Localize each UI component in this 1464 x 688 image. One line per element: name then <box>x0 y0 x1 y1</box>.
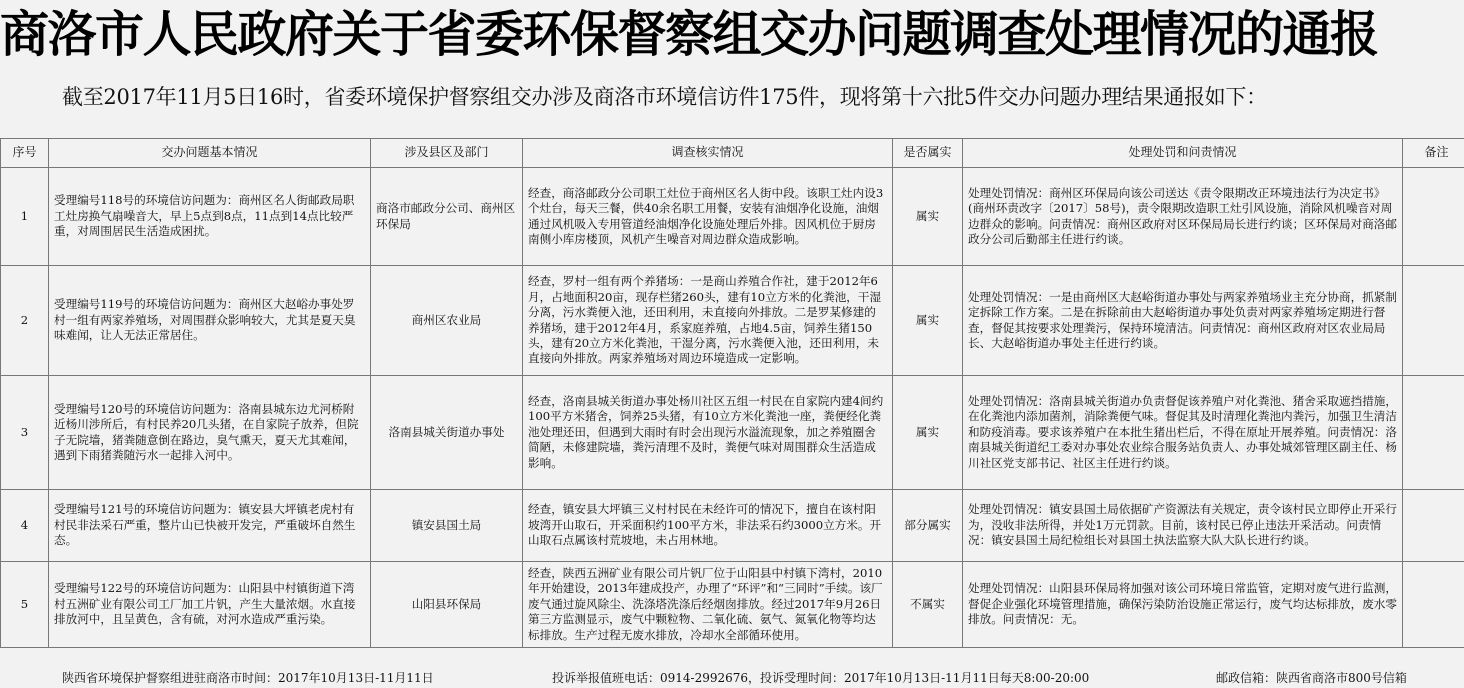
cell-investigation: 经查，商洛邮政分公司职工灶位于商州区名人街中段。该职工灶内设3个灶台，每天三餐，供40余名职工用餐，安装有油烟净化设施，油烟通过风机吸入专用管道经油烟净化设施处理后外排。因风机位于厨房南侧小库房楼顶，风机产生噪音对周边群众造成影响。 <box>523 168 893 266</box>
cell-issue: 受理编号120号的环境信访问题为：洛南县城东边尤河桥附近杨川涉所后，有村民养20几头猪，在自家院子放养，但院子无院墙，猪粪随意倒在路边，臭气熏天，夏天尤其难闻，遇到下雨猪粪随污水一起排入河中。 <box>49 376 371 490</box>
cell-handling: 处理处罚情况：一是由商州区大赵峪街道办事处与两家养殖场业主充分协商，抓紧制定拆除工作方案。二是在拆除前由大赵峪街道办事处负责对两家养殖场定期进行督查，督促其按要求处理粪污，保持环境清洁。问责情况：商州区政府对区农业局局长、大赵峪街道办事处主任进行约谈。 <box>963 266 1403 376</box>
report-table <box>0 138 1464 648</box>
table-row <box>1 490 1464 562</box>
cell-remark <box>1403 490 1464 562</box>
cell-issue: 受理编号122号的环境信访问题为：山阳县中村镇街道下湾村五洲矿业有限公司工厂加工片钒，产生大量浓烟。水直接排放河中，且呈黄色，含有硫，对河水造成严重污染。 <box>49 562 371 648</box>
table-row <box>1 562 1464 648</box>
table-row <box>1 266 1464 376</box>
cell-no: 5 <box>1 562 49 648</box>
cell-dept: 商州区农业局 <box>371 266 523 376</box>
cell-no: 1 <box>1 168 49 266</box>
cell-dept: 洛南县城关街道办事处 <box>371 376 523 490</box>
footer-hotline: 投诉举报值班电话：0914-2992676，投诉受理时间：2017年10月13日-11月11日每天8:00-20:00 <box>552 671 1090 685</box>
table-header-row <box>1 139 1464 168</box>
header-no: 序号 <box>1 139 49 168</box>
cell-issue: 受理编号118号的环境信访问题为：商州区名人街邮政局职工灶房换气扇噪音大，早上5点到8点，11点到14点比较严重，对周围居民生活造成困扰。 <box>49 168 371 266</box>
header-investigation: 调查核实情况 <box>523 139 893 168</box>
cell-handling: 处理处罚情况：山阳县环保局将加强对该公司环境日常监管，定期对废气进行监测，督促企业强化环境管理措施，确保污染防治设施正常运行，废气均达标排放，废水零排放。问责情况：无。 <box>963 562 1403 648</box>
cell-no: 4 <box>1 490 49 562</box>
cell-dept: 镇安县国土局 <box>371 490 523 562</box>
cell-issue: 受理编号121号的环境信访问题为：镇安县大坪镇老虎村有村民非法采石严重，整片山已快被开发完，严重破坏自然生态。 <box>49 490 371 562</box>
cell-verified: 部分属实 <box>893 490 963 562</box>
header-dept: 涉及县区及部门 <box>371 139 523 168</box>
cell-handling: 处理处罚情况：洛南县城关街道办负责督促该养殖户对化粪池、猪舍采取遮挡措施，在化粪池内添加菌剂，消除粪便气味。督促其及时清理化粪池内粪污，加强卫生清洁和防疫消毒。要求该养殖户在本批生猪出栏后，不得在原址开展养殖。问责情况：洛南县城关街道纪工委对办事处农业综合服务站负责人、办事处城郊管理区副主任、杨川社区党支部书记、社区主任进行约谈。 <box>963 376 1403 490</box>
cell-investigation: 经查，罗村一组有两个养猪场：一是商山养殖合作社，建于2012年6月，占地面积20亩，现存栏猪260头，建有10立方米的化粪池，干湿分离，污水粪便入池，还田利用，未直接向外排放。二是罗某修建的养猪场，建于2012年4月，系家庭养殖，占地4.5亩，饲养生猪150头，建有20立方米化粪池，干湿分离，污水粪便入池，还田利用，未直接向外排放。两家养殖场对周边环境造成一定影响。 <box>523 266 893 376</box>
cell-verified: 属实 <box>893 266 963 376</box>
cell-investigation: 经查，陕西五洲矿业有限公司片钒厂位于山阳县中村镇下湾村，2010年开始建设，2013年建成投产，办理了“环评”和“三同时”手续。该厂废气通过旋风除尘、洗涤塔洗涤后经烟囱排放。经过2017年9月26日第三方监测显示，废气中颗粒物、二氧化硫、氨气、氮氧化物等均达标排放。生产过程无废水排放，冷却水全部循环使用。 <box>523 562 893 648</box>
footer-mailbox: 邮政信箱：陕西省商洛市800号信箱 <box>1216 671 1407 685</box>
cell-remark <box>1403 266 1464 376</box>
cell-remark <box>1403 168 1464 266</box>
cell-investigation: 经查，镇安县大坪镇三义村村民在未经许可的情况下，擅自在该村阳坡湾开山取石，开采面积约100平方米，非法采石约3000立方米。开山取石点属该村荒坡地，未占用林地。 <box>523 490 893 562</box>
table-row <box>1 376 1464 490</box>
cell-investigation: 经查，洛南县城关街道办事处杨川社区五组一村民在自家院内建4间约100平方米猪舍，饲养25头猪，有10立方米化粪池一座，粪便经化粪池处理还田，但遇到大雨时有时会出现污水溢流现象，加之养殖圈舍简陋，未修建院墙，粪污清理不及时，粪便气味对周围群众生活造成影响。 <box>523 376 893 490</box>
cell-issue: 受理编号119号的环境信访问题为：商州区大赵峪办事处罗村一组有两家养殖场，对周围群众影响较大，尤其是夏天臭味难闻，让人无法正常居住。 <box>49 266 371 376</box>
footer-inspection-period: 陕西省环境保护督察组进驻商洛市时间：2017年10月13日-11月11日 <box>62 671 434 685</box>
cell-dept: 山阳县环保局 <box>371 562 523 648</box>
cell-no: 2 <box>1 266 49 376</box>
header-verified: 是否属实 <box>893 139 963 168</box>
header-handling: 处理处罚和问责情况 <box>963 139 1403 168</box>
footer <box>0 668 1464 688</box>
cell-remark <box>1403 562 1464 648</box>
cell-no: 3 <box>1 376 49 490</box>
header-remark: 备注 <box>1403 139 1464 168</box>
cell-dept: 商洛市邮政分公司、商州区环保局 <box>371 168 523 266</box>
cell-handling: 处理处罚情况：镇安县国土局依据矿产资源法有关规定，责令该村民立即停止开采行为，没收非法所得，并处1万元罚款。目前，该村民已停止违法开采活动。问责情况：镇安县国土局纪检组长对县国土执法监察大队大队长进行约谈。 <box>963 490 1403 562</box>
cell-verified: 属实 <box>893 168 963 266</box>
cell-handling: 处理处罚情况：商州区环保局向该公司送达《责令限期改正环境违法行为决定书》(商州环责改字〔2017〕58号)，责令限期改造职工灶引风设施，消除风机噪音对周边群众的影响。问责情况：商州区政府对区环保局局长进行约谈；区环保局对商洛邮政分公司后勤部主任进行约谈。 <box>963 168 1403 266</box>
cell-verified: 不属实 <box>893 562 963 648</box>
intro-paragraph: 截至2017年11月5日16时，省委环境保护督察组交办涉及商洛市环境信访件175件，现将第十六批5件交办问题办理结果通报如下： <box>62 85 1267 109</box>
cell-verified: 属实 <box>893 376 963 490</box>
header-issue: 交办问题基本情况 <box>49 139 371 168</box>
page-title: 商洛市人民政府关于省委环保督察组交办问题调查处理情况的通报 <box>0 6 1378 63</box>
table-row <box>1 168 1464 266</box>
cell-remark <box>1403 376 1464 490</box>
